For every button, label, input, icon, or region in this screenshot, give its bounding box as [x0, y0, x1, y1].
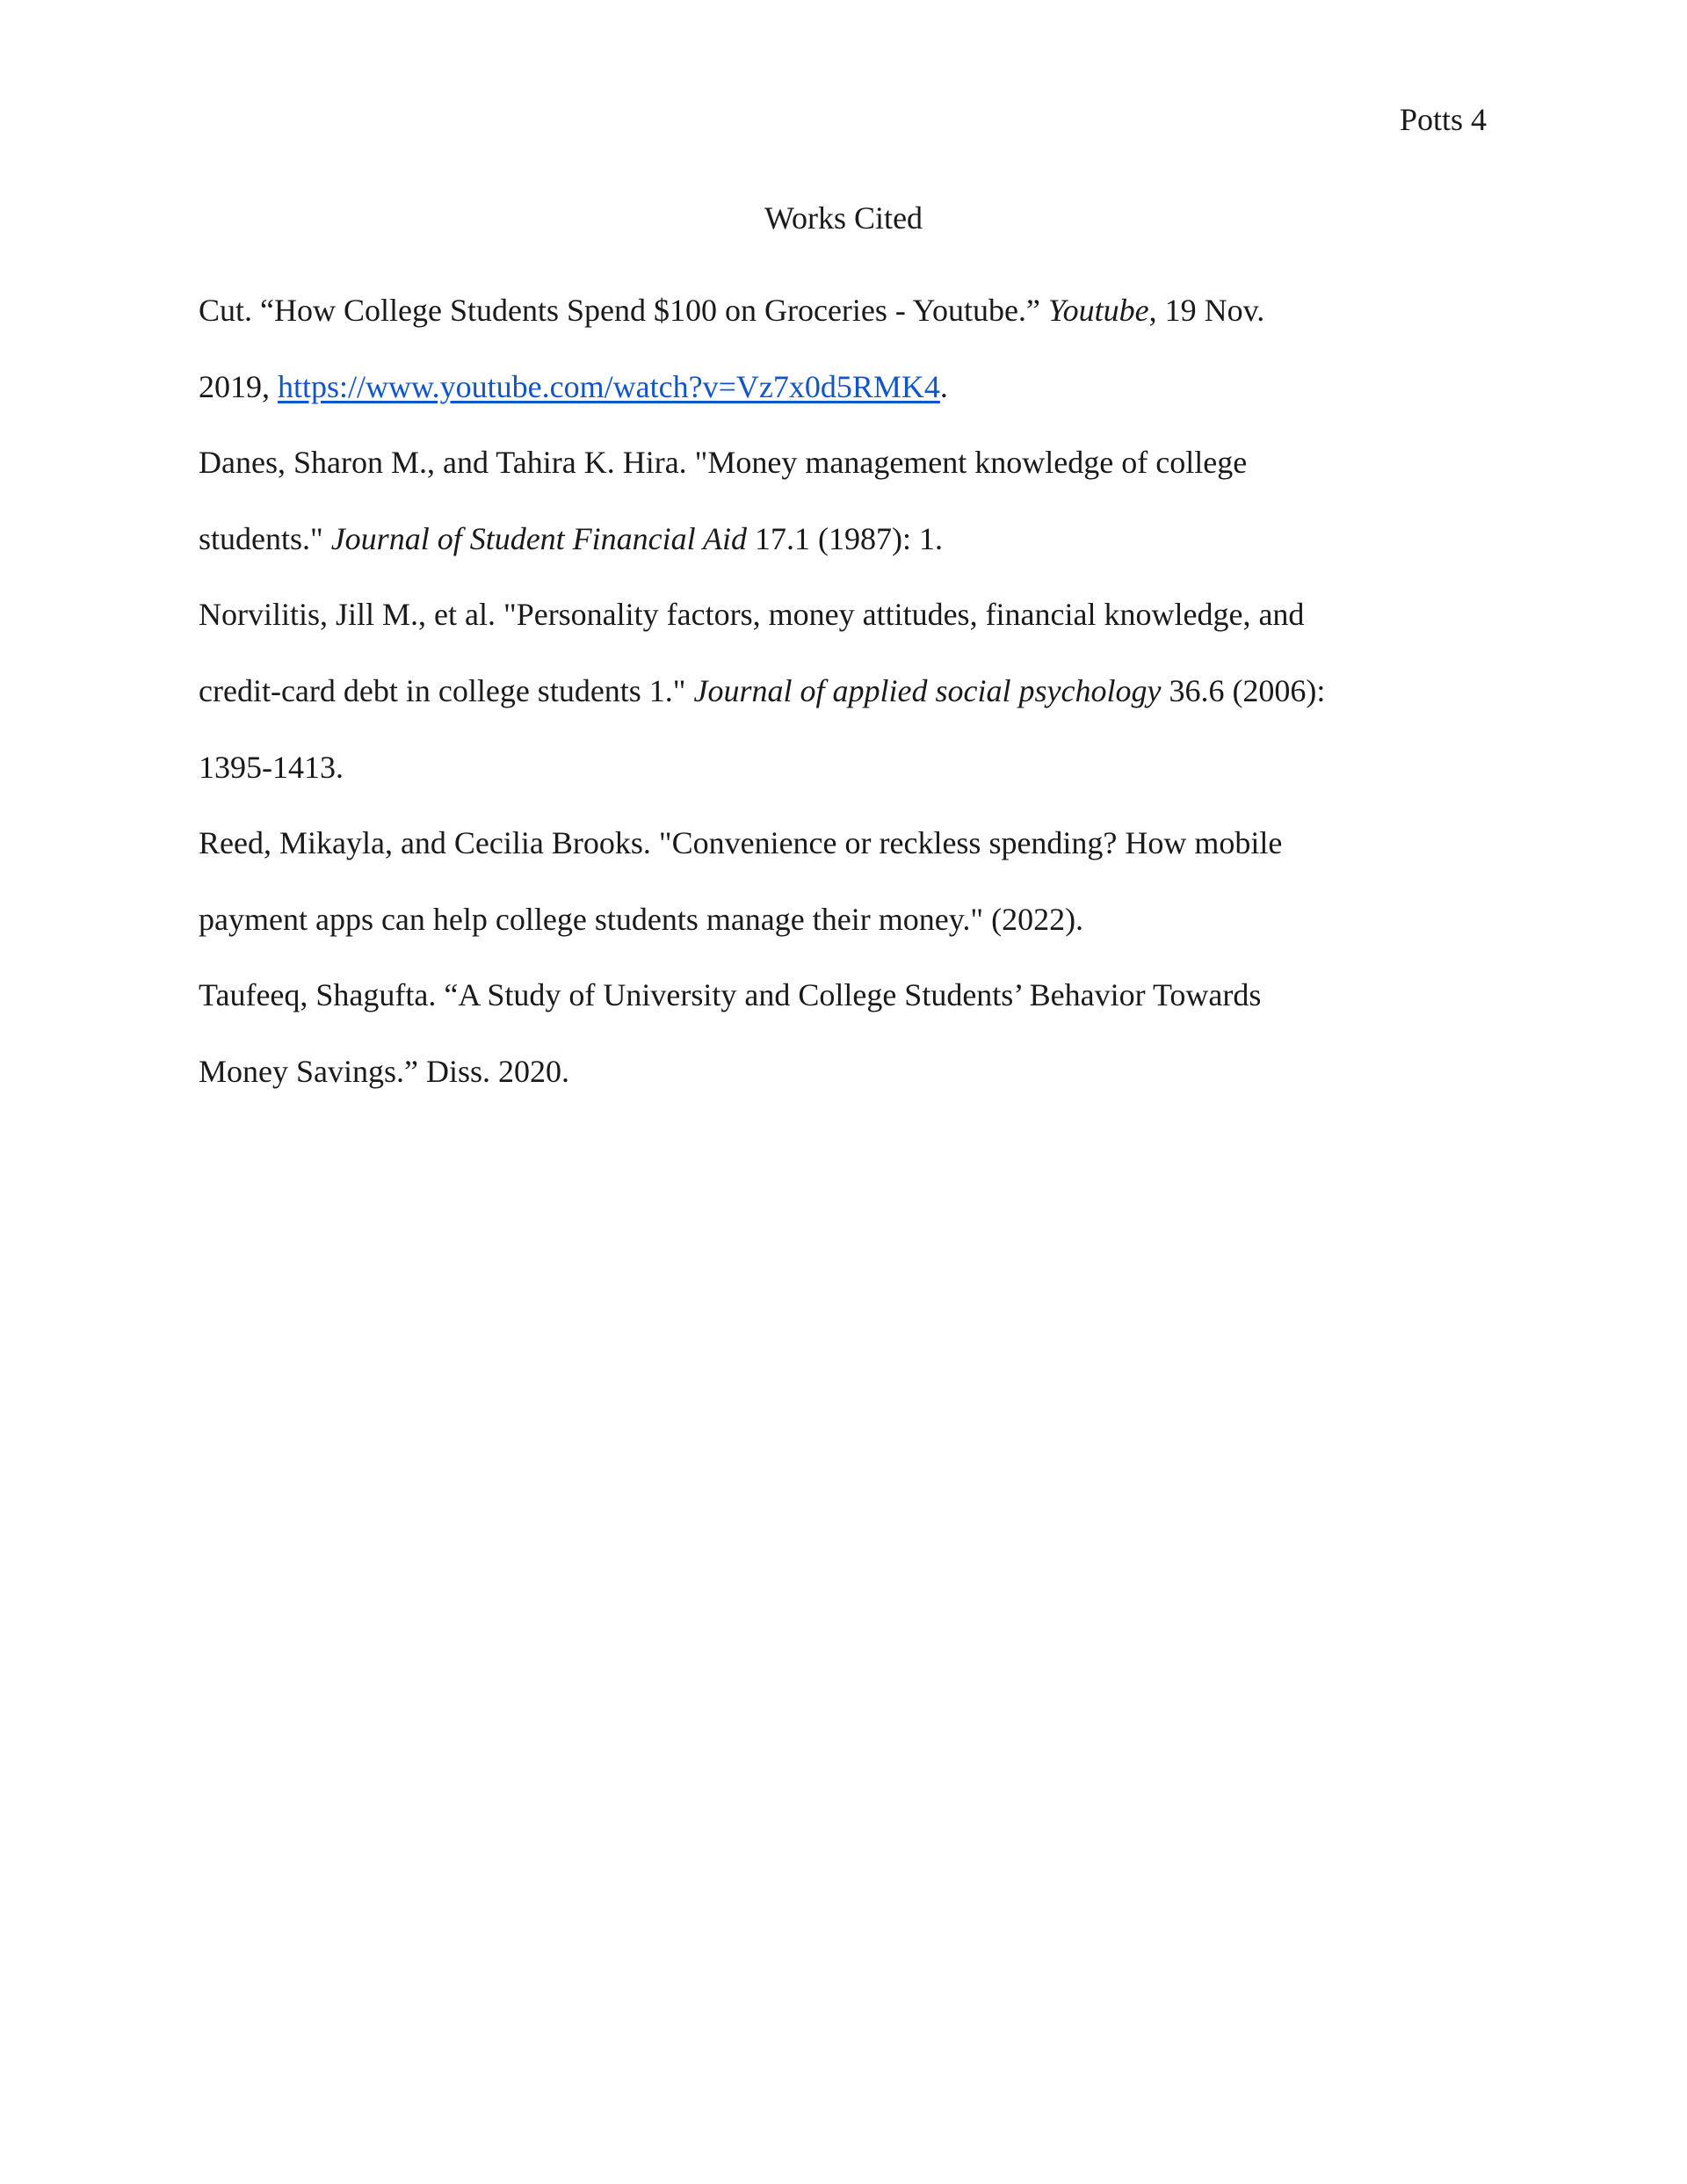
- citation-text: Reed, Mikayla, and Cecilia Brooks. "Convenience or reckless spending? How mobile: [199, 825, 1283, 861]
- citation-text: 17.1 (1987): 1.: [747, 520, 943, 556]
- citation-text: Money Savings.” Diss. 2020.: [199, 1053, 569, 1089]
- citation-text: 36.6 (2006):: [1161, 672, 1326, 708]
- citation-source-title: Journal of Student Financial Aid: [330, 520, 747, 556]
- citation-text: 2019,: [199, 368, 278, 404]
- citation-continuation-line: [199, 729, 1534, 806]
- citation-entry: [199, 957, 1534, 1109]
- citation-continuation-line: [199, 882, 1534, 958]
- citation-text: payment apps can help college students manage their money." (2022).: [199, 901, 1084, 937]
- citation-text: students.": [199, 520, 331, 556]
- citation-entry: [199, 805, 1534, 957]
- citation-continuation-line: [199, 653, 1534, 729]
- citation-first-line: [199, 957, 1534, 1034]
- citation-text: .: [939, 368, 948, 404]
- citation-continuation-line: [199, 501, 1534, 577]
- citation-first-line: [199, 424, 1534, 501]
- citation-first-line: [199, 272, 1534, 349]
- page-header: Potts 4: [1399, 102, 1487, 137]
- citation-entry: [199, 424, 1534, 577]
- citation-first-line: [199, 805, 1534, 882]
- citation-text: , 19 Nov.: [1148, 293, 1265, 328]
- citation-entry: [199, 272, 1534, 424]
- citation-continuation-line: [199, 1034, 1534, 1110]
- citation-first-line: [199, 577, 1534, 653]
- citation-url-link[interactable]: https://www.youtube.com/watch?v=Vz7x0d5RMK4: [278, 368, 940, 404]
- citation-text: 1395-1413.: [199, 749, 344, 785]
- citation-continuation-line: [199, 349, 1534, 425]
- citation-text: Danes, Sharon M., and Tahira K. Hira. "Money management knowledge of college: [199, 445, 1248, 481]
- citation-entry: [199, 577, 1534, 805]
- citation-text: Taufeeq, Shagufta. “A Study of University and College Students’ Behavior Towards: [199, 977, 1262, 1013]
- citation-source-title: Journal of applied social psychology: [693, 672, 1162, 708]
- page-title: Works Cited: [764, 200, 923, 236]
- citation-text: Norvilitis, Jill M., et al. "Personality factors, money attitudes, financial knowledge, and: [199, 597, 1305, 633]
- citation-text: credit‐card debt in college students 1.": [199, 672, 694, 708]
- works-cited-list: [199, 272, 1534, 1110]
- citation-text: Cut. “How College Students Spend $100 on Groceries - Youtube.”: [199, 293, 1048, 328]
- citation-source-title: Youtube: [1047, 293, 1149, 328]
